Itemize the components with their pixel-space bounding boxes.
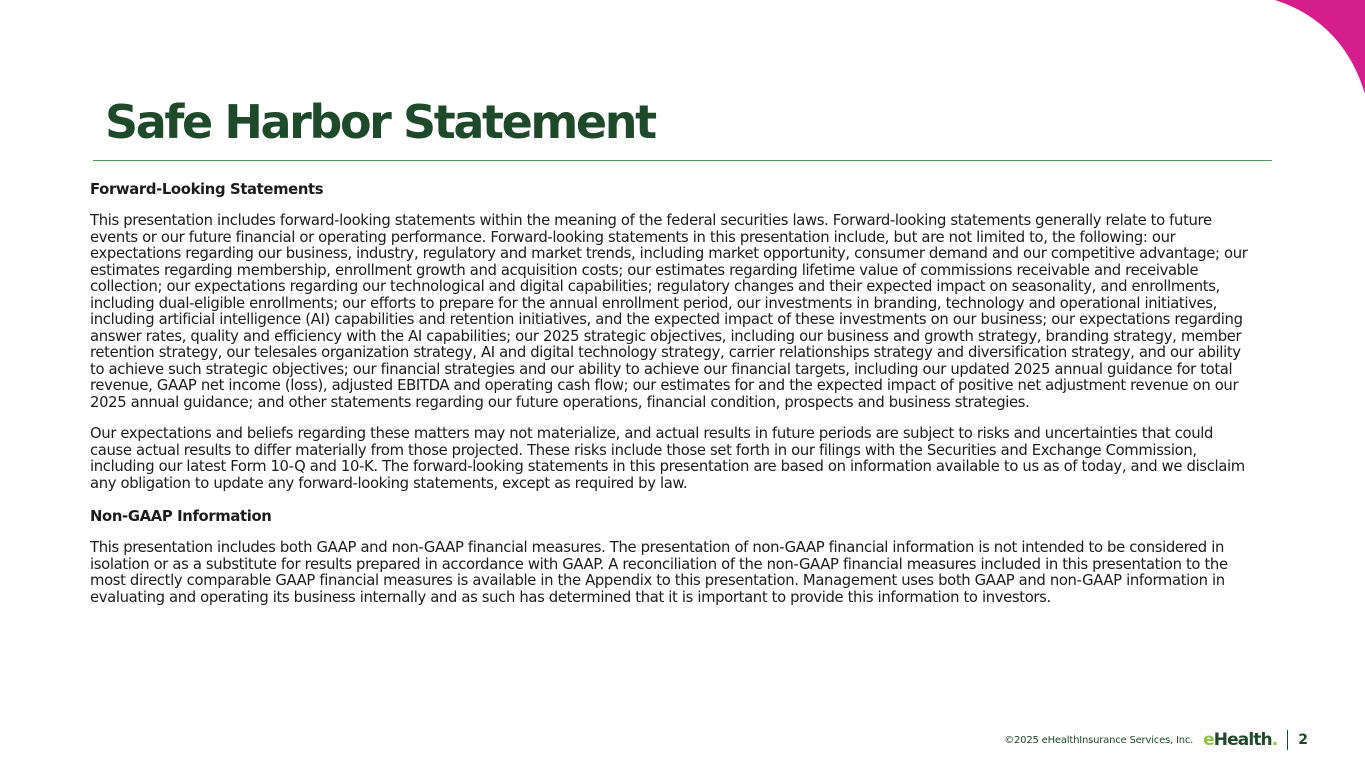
safe-harbor-body (90, 180, 1248, 621)
ehealth-logo (1203, 730, 1277, 750)
non-gaap-heading: Non-GAAP Information (90, 508, 272, 525)
slide-title: Safe Harbor Statement (105, 95, 655, 149)
footer-divider (1287, 730, 1288, 750)
forward-looking-paragraph-1: This presentation includes forward-looking statements within the meaning of the federal securities laws. Forward-looking statements generally relate to future events or our future financial or operating performance. Forward-looking statements in this presentation include, but are not limited to, the following: our expectations regarding our business, industry, regulatory and market trends, including market opportunity, consumer demand and our competitive advantage; our estimates regarding membership, enrollment growth and acquisition costs; our estimates regarding lifetime value of commissions receivable and receivable collection; our expectations regarding our technological and digital capabilities; regulatory changes and their expected impact on seasonality, and enrollments, including dual-eligible enrollments; our efforts to prepare for the annual enrollment period, our investments in branding, technology and operational initiatives, including artificial intelligence (AI) capabilities and retention initiatives, and the expected impact of these investments on our business; our expectations regarding answer rates, quality and efficiency with the AI capabilities; our 2025 strategic objectives, including our business and growth strategy, branding strategy, member retention strategy, our telesales organization strategy, AI and digital technology strategy, carrier relationships strategy and diversification strategy, and our ability to achieve such strategic objectives; our financial strategies and our ability to achieve our financial targets, including our updated 2025 annual guidance for total revenue, GAAP net income (loss), adjusted EBITDA and operating cash flow; our estimates for and the expected impact of positive net adjustment revenue on our 2025 annual guidance; and other statements regarding our future operations, financial condition, prospects and business strategies. (90, 212, 1248, 411)
corner-accent-decoration (1265, 0, 1365, 100)
ehealth-logo-main: Health (1213, 730, 1272, 750)
title-divider (93, 160, 1272, 161)
forward-looking-heading: Forward-Looking Statements (90, 181, 324, 198)
forward-looking-paragraph-2: Our expectations and beliefs regarding these matters may not materialize, and actual results in future periods are subject to risks and uncertainties that could cause actual results to differ materially from those projected. These risks include those set forth in our filings with the Securities and Exchange Commission, including our latest Form 10-Q and 10-K. The forward-looking statements in this presentation are based on information available to us as of today, and we disclaim any obligation to update any forward-looking statements, except as required by law. (90, 425, 1245, 492)
non-gaap-paragraph-1: This presentation includes both GAAP and non-GAAP financial measures. The presentation of non-GAAP financial information is not intended to be considered in isolation or as a substitute for results prepared in accordance with GAAP. A reconciliation of the non-GAAP financial measures included in this presentation to the most directly comparable GAAP financial measures is available in the Appendix to this presentation. Management uses both GAAP and non-GAAP information in evaluating and operating its business internally and as such has determined that it is important to provide this information to investors. (90, 539, 1228, 606)
slide-footer (1004, 728, 1308, 752)
page-number: 2 (1298, 732, 1308, 748)
copyright-notice: ©2025 eHealthInsurance Services, Inc. (1004, 734, 1194, 746)
ehealth-logo-mark: . (1271, 730, 1278, 750)
ehealth-logo-prefix: e (1203, 730, 1214, 750)
